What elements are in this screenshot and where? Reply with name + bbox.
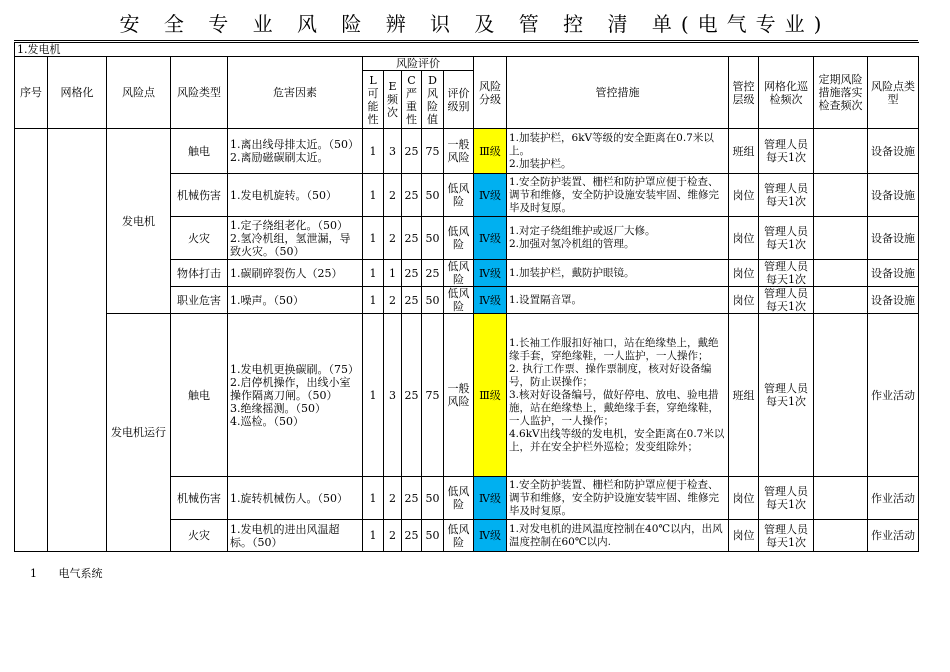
control-layer-cell: 岗位: [729, 260, 759, 287]
d-value-cell: 50: [422, 477, 444, 520]
eval-level-cell: 一般风险: [444, 129, 474, 174]
hazard-cell: 1.发电机的进出风温超标。（50）: [228, 520, 363, 552]
risk-type-cell: 职业危害: [171, 287, 228, 314]
e-value-cell: 2: [384, 477, 402, 520]
control-layer-cell: 岗位: [729, 520, 759, 552]
eval-level-cell: 低风险: [444, 520, 474, 552]
header-d: D风险值: [422, 71, 444, 129]
eval-level-cell: 低风险: [444, 287, 474, 314]
hazard-cell: 1.旋转机械伤人。（50）: [228, 477, 363, 520]
l-value-cell: 1: [363, 217, 384, 260]
risk-type-cell: 触电: [171, 314, 228, 477]
patrol-frequency-cell: 管理人员每天1次: [759, 314, 814, 477]
d-value-cell: 25: [422, 260, 444, 287]
measures-cell: 1.对发电机的进风温度控制在40℃以内，出风温度控制在60℃以内.: [507, 520, 729, 552]
header-grid-patrol: 网格化巡检频次: [759, 57, 814, 129]
c-value-cell: 25: [402, 520, 422, 552]
eval-level-cell: 低风险: [444, 217, 474, 260]
footer-number: 1: [30, 567, 37, 580]
risk-grade-cell: Ⅲ级: [474, 314, 507, 477]
grid-cell: [48, 129, 107, 552]
risk-type-cell: 火灾: [171, 217, 228, 260]
measures-cell: 1.设置隔音罩。: [507, 287, 729, 314]
risk-point-type-cell: 作业活动: [868, 477, 919, 520]
table-body: [15, 129, 919, 552]
periodic-check-cell: [814, 287, 868, 314]
risk-point-cell: 发电机: [107, 129, 171, 314]
hazard-cell: 1.发电机更换碳刷。（75） 2.启停机操作，出线小室操作隔离刀闸。（50） 3.绝缘摇测。（50） 4.巡检。（50）: [228, 314, 363, 477]
patrol-frequency-cell: 管理人员每天1次: [759, 260, 814, 287]
patrol-frequency-cell: 管理人员每天1次: [759, 477, 814, 520]
periodic-check-cell: [814, 477, 868, 520]
header-hazard: 危害因素: [228, 57, 363, 129]
seq-cell: [15, 129, 48, 552]
control-layer-cell: 班组: [729, 129, 759, 174]
e-value-cell: 2: [384, 287, 402, 314]
control-layer-cell: 岗位: [729, 477, 759, 520]
c-value-cell: 25: [402, 287, 422, 314]
periodic-check-cell: [814, 260, 868, 287]
measures-cell: 1.安全防护装置、栅栏和防护罩应便于检查、调节和维修，安全防护设施安装牢固、维修完毕及时复原。: [507, 477, 729, 520]
hazard-cell: 1.定子绕组老化。（50） 2.氢冷机组，氢泄漏，导致火灾。（50）: [228, 217, 363, 260]
control-layer-cell: 班组: [729, 314, 759, 477]
e-value-cell: 3: [384, 314, 402, 477]
c-value-cell: 25: [402, 314, 422, 477]
patrol-frequency-cell: 管理人员每天1次: [759, 520, 814, 552]
hazard-cell: 1.发电机旋转。（50）: [228, 174, 363, 217]
patrol-frequency-cell: 管理人员每天1次: [759, 217, 814, 260]
hazard-cell: 1.碳刷碎裂伤人（25）: [228, 260, 363, 287]
d-value-cell: 50: [422, 520, 444, 552]
d-value-cell: 50: [422, 287, 444, 314]
risk-point-type-cell: 设备设施: [868, 287, 919, 314]
risk-point-type-cell: 设备设施: [868, 217, 919, 260]
l-value-cell: 1: [363, 174, 384, 217]
header-periodic-check: 定期风险措施落实检查频次: [814, 57, 868, 129]
periodic-check-cell: [814, 314, 868, 477]
control-layer-cell: 岗位: [729, 174, 759, 217]
l-value-cell: 1: [363, 287, 384, 314]
header-measures: 管控措施: [507, 57, 729, 129]
risk-grade-cell: Ⅳ级: [474, 477, 507, 520]
footer: [30, 565, 121, 581]
header-risk-grade: 风险分级: [474, 57, 507, 129]
e-value-cell: 2: [384, 174, 402, 217]
header-control-layer: 管控层级: [729, 57, 759, 129]
c-value-cell: 25: [402, 174, 422, 217]
measures-cell: 1.对定子绕组维护或返厂大修。 2.加强对氢冷机组的管理。: [507, 217, 729, 260]
header-seq: 序号: [15, 57, 48, 129]
header-grid: 网格化: [48, 57, 107, 129]
patrol-frequency-cell: 管理人员每天1次: [759, 129, 814, 174]
l-value-cell: 1: [363, 314, 384, 477]
risk-grade-cell: Ⅳ级: [474, 217, 507, 260]
risk-type-cell: 物体打击: [171, 260, 228, 287]
e-value-cell: 2: [384, 217, 402, 260]
e-value-cell: 2: [384, 520, 402, 552]
header-c: C严重性: [402, 71, 422, 129]
d-value-cell: 75: [422, 129, 444, 174]
footer-label: 电气系统: [58, 567, 103, 580]
risk-type-cell: 机械伤害: [171, 477, 228, 520]
measures-cell: 1.加装护栏，6kV等级的安全距离在0.7米以上。 2.加装护栏。: [507, 129, 729, 174]
eval-level-cell: 一般风险: [444, 314, 474, 477]
risk-grade-cell: Ⅳ级: [474, 174, 507, 217]
header-eval-group: 风险评价: [363, 57, 474, 71]
risk-point-type-cell: 作业活动: [868, 314, 919, 477]
e-value-cell: 3: [384, 129, 402, 174]
risk-table: [14, 42, 919, 552]
risk-point-type-cell: 设备设施: [868, 260, 919, 287]
e-value-cell: 1: [384, 260, 402, 287]
table-row: [15, 129, 919, 174]
risk-grade-cell: Ⅳ级: [474, 260, 507, 287]
hazard-cell: 1.离出线母排太近。（50） 2.离励磁碳刷太近。: [228, 129, 363, 174]
periodic-check-cell: [814, 520, 868, 552]
header-l: L可能性: [363, 71, 384, 129]
risk-point-cell: 发电机运行: [107, 314, 171, 552]
eval-level-cell: 低风险: [444, 260, 474, 287]
header-e: E频次: [384, 71, 402, 129]
header-eval-level: 评价级别: [444, 71, 474, 129]
l-value-cell: 1: [363, 260, 384, 287]
risk-point-type-cell: 设备设施: [868, 174, 919, 217]
header-risk-point-type: 风险点类型: [868, 57, 919, 129]
l-value-cell: 1: [363, 477, 384, 520]
risk-type-cell: 火灾: [171, 520, 228, 552]
eval-level-cell: 低风险: [444, 174, 474, 217]
measures-cell: 1.加装护栏，戴防护眼镜。: [507, 260, 729, 287]
control-layer-cell: 岗位: [729, 217, 759, 260]
l-value-cell: 1: [363, 129, 384, 174]
c-value-cell: 25: [402, 129, 422, 174]
hazard-cell: 1.噪声。（50）: [228, 287, 363, 314]
d-value-cell: 50: [422, 217, 444, 260]
risk-grade-cell: Ⅳ级: [474, 287, 507, 314]
header-risk-type: 风险类型: [171, 57, 228, 129]
risk-point-type-cell: 设备设施: [868, 129, 919, 174]
table-row: [15, 314, 919, 477]
risk-type-cell: 触电: [171, 129, 228, 174]
l-value-cell: 1: [363, 520, 384, 552]
d-value-cell: 50: [422, 174, 444, 217]
risk-grade-cell: Ⅲ级: [474, 129, 507, 174]
page-title: 安 全 专 业 风 险 辨 识 及 管 控 清 单(电气专业): [119, 12, 831, 36]
d-value-cell: 75: [422, 314, 444, 477]
measures-cell: 1.安全防护装置、栅栏和防护罩应便于检查、调节和维修，安全防护设施安装牢固、维修完毕及时复原。: [507, 174, 729, 217]
section-label: 1.发电机: [15, 43, 919, 57]
risk-grade-cell: Ⅳ级: [474, 520, 507, 552]
c-value-cell: 25: [402, 260, 422, 287]
periodic-check-cell: [814, 129, 868, 174]
patrol-frequency-cell: 管理人员每天1次: [759, 287, 814, 314]
periodic-check-cell: [814, 217, 868, 260]
control-layer-cell: 岗位: [729, 287, 759, 314]
periodic-check-cell: [814, 174, 868, 217]
header-risk-point: 风险点: [107, 57, 171, 129]
eval-level-cell: 低风险: [444, 477, 474, 520]
risk-point-type-cell: 作业活动: [868, 520, 919, 552]
title-divider: [14, 40, 918, 41]
risk-type-cell: 机械伤害: [171, 174, 228, 217]
c-value-cell: 25: [402, 477, 422, 520]
measures-cell: 1.长袖工作服扣好袖口，站在绝缘垫上，戴绝缘手套，穿绝缘鞋，一人监护，一人操作； 2. 执行工作票、操作票制度，核对好设备编号，防止误操作； 3.核对好设备编号，做好停电、放电、验电措施，站在绝缘垫上，戴绝缘手套，穿绝缘鞋，一人监护，一人操作； 4.6kV出线等级的发电机，安全距离在0.7米以上，并在安全护栏外巡检；发变组除外；: [507, 314, 729, 477]
patrol-frequency-cell: 管理人员每天1次: [759, 174, 814, 217]
c-value-cell: 25: [402, 217, 422, 260]
